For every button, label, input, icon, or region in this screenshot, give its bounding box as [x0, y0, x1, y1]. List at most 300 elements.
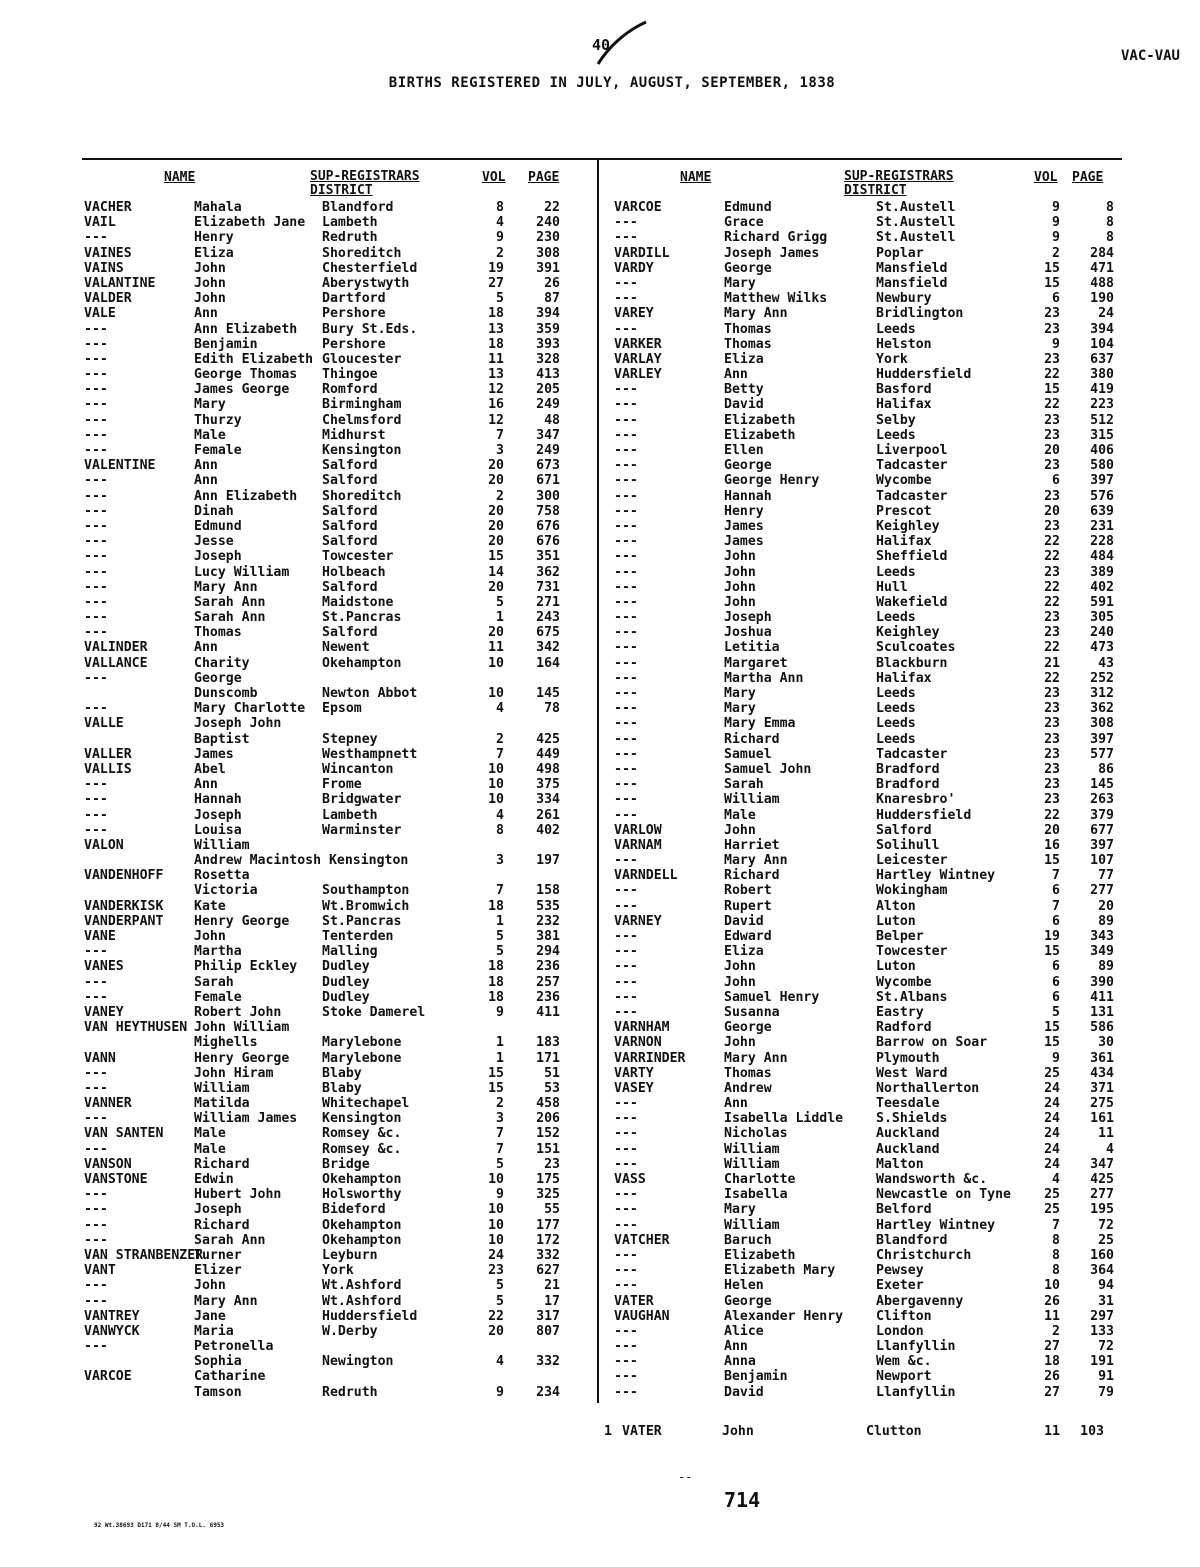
entry-forename: Mary — [724, 1202, 756, 1218]
entry-surname: VANSON — [84, 1156, 132, 1172]
entry-volume: 22 — [1044, 579, 1060, 595]
entry-page: 263 — [1090, 792, 1114, 808]
register-entry — [84, 1081, 564, 1096]
entry-district: Auckland — [876, 1141, 940, 1157]
entry-page: 23 — [544, 1156, 560, 1172]
register-entry — [84, 732, 564, 747]
entry-page: 8 — [1106, 200, 1114, 215]
entry-surname: VAINS — [84, 260, 124, 276]
register-entry — [84, 944, 564, 959]
entry-surname: --- — [84, 397, 108, 413]
entry-district: St.Pancras — [322, 913, 402, 929]
entry-surname: --- — [84, 549, 108, 565]
entry-volume: 20 — [488, 1323, 504, 1339]
entry-district: Tenterden — [322, 929, 394, 944]
register-entry — [84, 367, 564, 382]
entry-district: Romsey &c. — [322, 1126, 402, 1142]
entry-page: 145 — [536, 686, 560, 701]
entry-forename: Mary Ann — [194, 579, 258, 595]
register-entry — [614, 519, 1114, 534]
entry-district: Tadcaster — [876, 488, 948, 504]
entry-page: 332 — [536, 1247, 560, 1263]
entry-forename: David — [724, 1384, 764, 1400]
page-title: BIRTHS REGISTERED IN JULY, AUGUST, SEPTEMBER, 1838 — [388, 75, 836, 91]
entry-surname: VALLIS — [84, 761, 132, 777]
entry-district: Chesterfield — [322, 260, 418, 276]
register-entry — [84, 640, 564, 655]
register-entry — [84, 1157, 564, 1172]
entry-forename: Hannah — [724, 488, 772, 504]
register-entry — [84, 352, 564, 367]
entry-district: Epsom — [322, 701, 362, 717]
entry-forename: Rosetta — [194, 868, 250, 884]
entry-page: 347 — [536, 427, 560, 443]
entry-forename: Alexander Henry — [724, 1308, 844, 1324]
entry-forename: William — [194, 1080, 250, 1096]
entry-forename: Male — [194, 427, 226, 443]
register-entry — [84, 1187, 564, 1202]
register-entry — [84, 291, 564, 306]
entry-district: Bradford — [876, 777, 940, 793]
register-entry — [614, 473, 1114, 488]
entry-forename: Samuel Henry — [724, 989, 820, 1005]
entry-page: 375 — [536, 777, 560, 793]
register-entry — [84, 808, 564, 823]
entry-volume: 5 — [496, 929, 504, 944]
entry-forename: Elizabeth — [724, 427, 796, 443]
register-entry — [84, 914, 564, 929]
entry-district: Newport — [876, 1369, 932, 1385]
entry-volume: 27 — [1044, 1384, 1060, 1400]
entry-surname: VARKER — [614, 336, 662, 352]
entry-page: 77 — [1098, 868, 1114, 884]
entry-district: Huddersfield — [876, 367, 972, 383]
entry-surname: --- — [84, 534, 108, 550]
entry-page: 72 — [1098, 1217, 1114, 1233]
entry-forename: Richard — [724, 868, 780, 884]
entry-volume: 9 — [1052, 1050, 1060, 1066]
entry-surname: VALANTINE — [84, 275, 156, 291]
entry-page: 473 — [1090, 640, 1114, 656]
entry-page: 24 — [1098, 306, 1114, 322]
entry-volume: 10 — [488, 761, 504, 777]
entry-district: Westhampnett — [322, 746, 418, 762]
entry-volume: 9 — [496, 230, 504, 246]
entry-surname: VALE — [84, 306, 116, 322]
entry-volume: 9 — [1052, 230, 1060, 246]
entry-page: 8 — [1106, 215, 1114, 231]
entry-district: Midhurst — [322, 427, 386, 443]
entry-district: Leeds — [876, 610, 916, 626]
entry-volume: 22 — [488, 1308, 504, 1324]
register-entry — [84, 200, 564, 215]
entry-page: 390 — [1090, 974, 1114, 990]
entry-page: 145 — [1090, 777, 1114, 793]
entry-surname: --- — [614, 230, 638, 246]
entry-volume: 9 — [1052, 200, 1060, 215]
entry-volume: 14 — [488, 564, 504, 580]
entry-district: Chelmsford — [322, 412, 402, 428]
entry-volume: 7 — [1052, 1217, 1060, 1233]
register-entry — [84, 1309, 564, 1324]
entry-forename: Catharine — [194, 1369, 266, 1385]
entry-forename: Female — [194, 443, 242, 458]
entry-surname: VALINDER — [84, 640, 148, 656]
entry-forename: Thomas — [724, 321, 772, 337]
entry-volume: 5 — [496, 1293, 504, 1309]
entry-page: 676 — [536, 534, 560, 550]
entry-volume: 2 — [496, 731, 504, 747]
entry-forename: Matthew Wilks — [724, 291, 828, 307]
entry-district: Plymouth — [876, 1050, 940, 1066]
entry-forename: Ann — [724, 1096, 748, 1112]
entry-forename: Sarah Ann — [194, 1232, 266, 1248]
entry-surname: --- — [614, 275, 638, 291]
entry-district: Bideford — [322, 1202, 386, 1218]
entry-volume: 22 — [1044, 534, 1060, 550]
entry-forename: Elizabeth Jane — [194, 215, 306, 231]
entry-forename: Henry — [724, 503, 764, 519]
entry-forename: George Thomas — [194, 367, 298, 383]
register-entry — [614, 929, 1114, 944]
entry-district: Marylebone — [322, 1035, 402, 1051]
entry-surname: VALLER — [84, 746, 132, 762]
register-entry — [614, 1111, 1114, 1126]
entry-forename: Joseph — [194, 549, 242, 565]
register-entry — [614, 352, 1114, 367]
entry-volume: 19 — [1044, 929, 1060, 944]
register-entry — [84, 899, 564, 914]
entry-volume: 23 — [1044, 564, 1060, 580]
entry-forename: Female — [194, 989, 242, 1005]
entry-volume: 18 — [488, 898, 504, 914]
entry-surname: --- — [614, 1004, 638, 1020]
register-entry — [614, 1172, 1114, 1187]
entry-forename: Edith Elizabeth — [194, 351, 314, 367]
entry-district: Sheffield — [876, 549, 948, 565]
entry-forename: Edmund — [194, 518, 242, 534]
entry-district: Clifton — [876, 1308, 932, 1324]
entry-surname: --- — [614, 488, 638, 504]
entry-district: Bridgwater — [322, 792, 402, 808]
register-entry — [614, 1035, 1114, 1050]
page-number: 714 — [724, 1488, 761, 1512]
entry-district: Wokingham — [876, 883, 948, 899]
page-header: PAGE — [1072, 170, 1104, 185]
entry-forename: Mary — [724, 686, 756, 701]
entry-forename: Ann — [194, 640, 218, 656]
entry-district: Keighley — [876, 518, 940, 534]
entry-volume: 24 — [1044, 1096, 1060, 1112]
entry-forename: Philip Eckley — [194, 959, 298, 975]
entry-surname: --- — [614, 701, 638, 717]
entry-volume: 15 — [488, 1080, 504, 1096]
entry-page: 236 — [536, 989, 560, 1005]
entry-page: 151 — [536, 1141, 560, 1157]
register-entry — [614, 1066, 1114, 1081]
entry-page: 294 — [536, 944, 560, 960]
entry-forename: Kate — [194, 898, 226, 914]
entry-district: Shoreditch — [322, 245, 402, 261]
entry-forename: Martha — [194, 944, 242, 960]
register-entry — [614, 1020, 1114, 1035]
entry-volume: 6 — [1052, 974, 1060, 990]
entry-page: 484 — [1090, 549, 1114, 565]
entry-page: 349 — [1090, 944, 1114, 960]
entry-district: Selby — [876, 412, 916, 428]
register-entry — [614, 337, 1114, 352]
entry-district: St.Austell — [876, 230, 956, 246]
entry-page: 234 — [536, 1384, 560, 1400]
entry-surname: --- — [84, 336, 108, 352]
register-entry — [614, 1051, 1114, 1066]
entry-page: 394 — [536, 306, 560, 322]
register-entry — [84, 1126, 564, 1141]
entry-district: Leeds — [876, 686, 916, 701]
entry-forename: Benjamin — [724, 1369, 788, 1385]
entry-district: Wt.Bromwich — [322, 898, 410, 914]
entry-surname: --- — [614, 625, 638, 641]
register-entry — [84, 883, 564, 898]
register-entry — [84, 306, 564, 321]
entry-surname: VACHER — [84, 200, 132, 215]
entry-surname: VARCOE — [614, 200, 662, 215]
entry-volume: 23 — [1044, 321, 1060, 337]
entry-volume: 25 — [1044, 1065, 1060, 1081]
entry-page: 78 — [544, 701, 560, 717]
entry-page: 434 — [1090, 1065, 1114, 1081]
entry-page: 627 — [536, 1263, 560, 1279]
entry-surname: VAUGHAN — [614, 1308, 670, 1324]
register-entry — [614, 1142, 1114, 1157]
register-entry — [614, 230, 1114, 245]
entry-surname: --- — [614, 686, 638, 701]
register-entry — [84, 1278, 564, 1293]
entry-volume: 24 — [1044, 1156, 1060, 1172]
entry-page: 488 — [1090, 275, 1114, 291]
register-entry — [84, 868, 564, 883]
entry-forename: Jane — [194, 1308, 226, 1324]
entry-page: 271 — [536, 594, 560, 610]
entry-forename: James — [194, 746, 234, 762]
entry-volume: 3 — [496, 853, 504, 869]
entry-surname: --- — [84, 610, 108, 626]
register-entry — [84, 990, 564, 1005]
entry-forename: Mary Emma — [724, 716, 796, 732]
register-entry — [614, 413, 1114, 428]
entry-page: 359 — [536, 321, 560, 337]
entry-district: St.Austell — [876, 200, 956, 215]
entry-forename: James — [724, 534, 764, 550]
footnote-forename: John — [722, 1424, 754, 1439]
entry-surname: VALON — [84, 837, 124, 853]
entry-district: Leeds — [876, 321, 916, 337]
entry-district: Halifax — [876, 397, 932, 413]
entry-volume: 23 — [1044, 412, 1060, 428]
entry-surname: --- — [614, 853, 638, 869]
entry-page: 55 — [544, 1202, 560, 1218]
entry-volume: 26 — [1044, 1369, 1060, 1385]
entry-volume: 6 — [1052, 959, 1060, 975]
entry-surname: --- — [614, 291, 638, 307]
entry-volume: 20 — [488, 579, 504, 595]
register-entry — [614, 944, 1114, 959]
entry-volume: 15 — [1044, 944, 1060, 960]
entry-surname: --- — [614, 731, 638, 747]
entry-surname: --- — [614, 412, 638, 428]
entry-forename: Joseph John — [194, 716, 282, 732]
entry-forename: Sophia — [194, 1354, 242, 1370]
entry-volume: 6 — [1052, 913, 1060, 929]
entry-district: Leeds — [876, 716, 916, 732]
entry-district: Birmingham — [322, 397, 402, 413]
register-entry — [84, 1294, 564, 1309]
entry-page: 249 — [536, 397, 560, 413]
entry-page: 308 — [536, 245, 560, 261]
register-entry — [84, 504, 564, 519]
entry-district: Blaby — [322, 1065, 362, 1081]
entry-volume: 24 — [488, 1247, 504, 1263]
entry-forename: George — [724, 1020, 772, 1036]
entry-district: Teesdale — [876, 1096, 940, 1112]
entry-volume: 23 — [1044, 716, 1060, 732]
entry-surname: VAIL — [84, 215, 116, 231]
entry-volume: 24 — [1044, 1126, 1060, 1142]
entry-page: 89 — [1098, 959, 1114, 975]
separator-dash: -- — [678, 1470, 693, 1484]
register-entry — [614, 458, 1114, 473]
register-entry — [84, 1233, 564, 1248]
entry-surname: --- — [614, 1096, 638, 1112]
register-entry — [614, 534, 1114, 549]
register-entry — [614, 990, 1114, 1005]
entry-district: Pershore — [322, 336, 386, 352]
entry-surname: --- — [614, 1111, 638, 1127]
entry-page: 381 — [536, 929, 560, 944]
entry-volume: 6 — [1052, 883, 1060, 899]
entry-surname: --- — [614, 549, 638, 565]
register-entry — [84, 747, 564, 762]
entry-district: Newington — [322, 1354, 394, 1370]
entry-forename: Edmund — [724, 200, 772, 215]
entry-forename: Richard — [194, 1217, 250, 1233]
entry-page: 160 — [1090, 1247, 1114, 1263]
entry-forename: Ellen — [724, 443, 764, 458]
surname-range: VAC-VAU — [1120, 48, 1180, 64]
entry-volume: 9 — [1052, 215, 1060, 231]
entry-forename: Mary Ann — [724, 1050, 788, 1066]
entry-forename: George — [724, 260, 772, 276]
register-entry — [614, 777, 1114, 792]
register-entry — [614, 975, 1114, 990]
entry-surname: VAN HEYTHUSEN — [84, 1020, 188, 1036]
entry-forename: Alice — [724, 1323, 764, 1339]
entry-volume: 20 — [1044, 503, 1060, 519]
entry-surname: VARNAM — [614, 837, 662, 853]
entry-surname: VATCHER — [614, 1232, 670, 1248]
entry-district: Barrow on Soar — [876, 1035, 988, 1051]
register-entry — [614, 382, 1114, 397]
entry-volume: 7 — [496, 746, 504, 762]
footnote-surname: VATER — [622, 1424, 662, 1439]
entry-surname: --- — [614, 1278, 638, 1294]
entry-district: Salford — [876, 822, 932, 838]
entry-district: Shoreditch — [322, 488, 402, 504]
register-entry — [614, 1369, 1114, 1384]
entry-volume: 15 — [1044, 275, 1060, 291]
entry-forename: William — [724, 1156, 780, 1172]
entry-surname: --- — [614, 944, 638, 960]
entry-page: 197 — [536, 853, 560, 869]
left-entries — [84, 200, 564, 1400]
entry-volume: 20 — [488, 473, 504, 489]
entry-page: 371 — [1090, 1080, 1114, 1096]
entry-forename: David — [724, 913, 764, 929]
entry-volume: 5 — [496, 1156, 504, 1172]
entry-district: Wincanton — [322, 761, 394, 777]
entry-page: 406 — [1090, 443, 1114, 458]
entry-district: Towcester — [876, 944, 948, 960]
entry-district: Belper — [876, 929, 924, 944]
entry-surname: --- — [614, 974, 638, 990]
entry-district: Wycombe — [876, 974, 932, 990]
entry-forename: John Hiram — [194, 1065, 274, 1081]
entry-volume: 5 — [496, 1278, 504, 1294]
register-entry — [84, 823, 564, 838]
entry-forename: John — [724, 579, 756, 595]
entry-surname: VANDERKISK — [84, 898, 164, 914]
entry-forename: William James — [194, 1111, 298, 1127]
entry-surname: --- — [614, 1187, 638, 1203]
entry-surname: VANSTONE — [84, 1172, 148, 1187]
entry-district: Whitechapel — [322, 1096, 410, 1112]
entry-district: Dudley — [322, 974, 370, 990]
entry-district: St.Albans — [876, 989, 948, 1005]
entry-surname: VANDENHOFF — [84, 868, 164, 884]
entry-volume: 16 — [488, 397, 504, 413]
register-entry — [84, 473, 564, 488]
register-entry — [614, 959, 1114, 974]
register-entry — [84, 671, 564, 686]
entry-forename: William — [194, 837, 250, 853]
entry-volume: 20 — [488, 458, 504, 474]
entry-surname: --- — [614, 610, 638, 626]
register-entry — [84, 762, 564, 777]
entry-surname: --- — [84, 427, 108, 443]
entry-page: 8 — [1106, 230, 1114, 246]
entry-district: Wt.Ashford — [322, 1278, 402, 1294]
entry-district: Llanfyllin — [876, 1339, 956, 1355]
entry-district: Pershore — [322, 306, 386, 322]
entry-district: Mansfield — [876, 260, 948, 276]
entry-page: 380 — [1090, 367, 1114, 383]
entry-volume: 2 — [496, 1096, 504, 1112]
entry-volume: 4 — [496, 701, 504, 717]
entry-forename: John — [194, 1278, 226, 1294]
entry-forename: Matilda — [194, 1096, 250, 1112]
entry-surname: VANEY — [84, 1004, 124, 1020]
entry-volume: 24 — [1044, 1111, 1060, 1127]
entry-surname: --- — [84, 518, 108, 534]
entry-page: 671 — [536, 473, 560, 489]
entry-page: 347 — [1090, 1156, 1114, 1172]
entry-forename: Henry George — [194, 1050, 290, 1066]
register-entry — [614, 200, 1114, 215]
entry-forename: Ann Elizabeth — [194, 488, 298, 504]
entry-district: Aberystwyth — [322, 275, 410, 291]
register-entry — [614, 215, 1114, 230]
entry-surname: --- — [84, 382, 108, 398]
